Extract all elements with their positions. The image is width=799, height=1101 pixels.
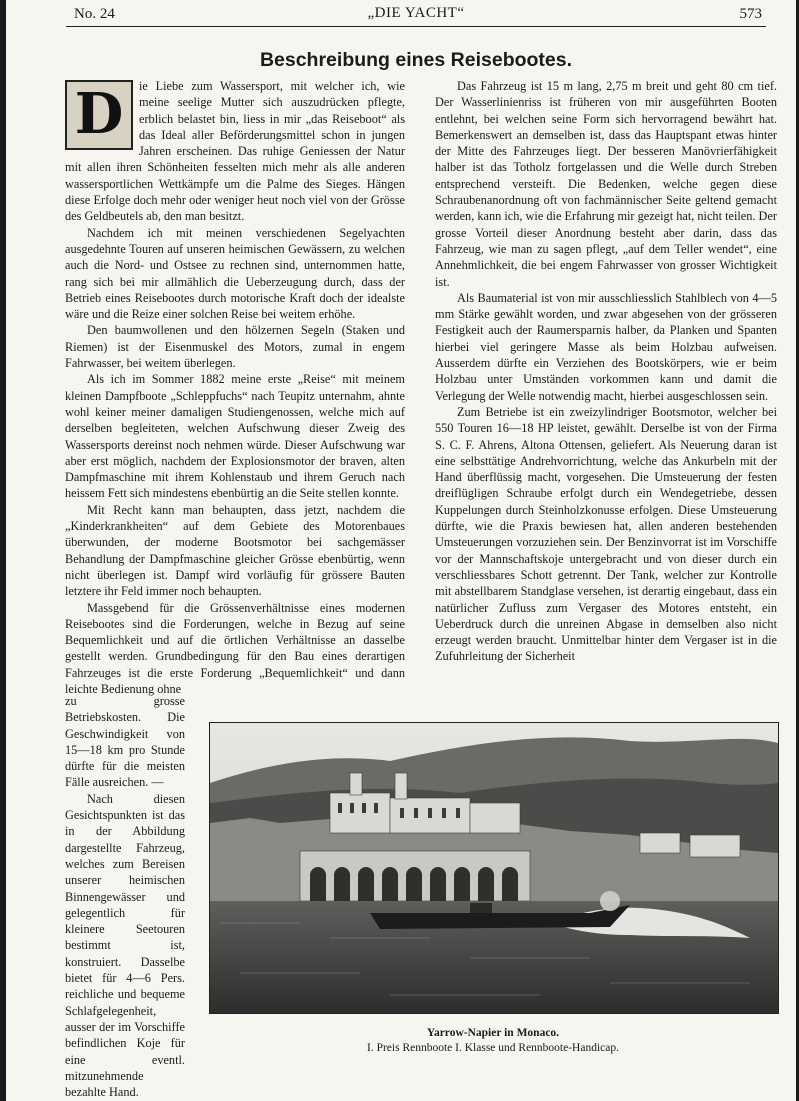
paragraph: Zum Betriebe ist ein zweizylindriger Bootsmotor, welcher bei 550 Touren 16—18 HP leistet, gewählt. Derselbe ist von der Firma S. C. F. Ahrens, Altona Ottensen, geliefert. Als Neuerung daran ist eine selbsttätige Andrehvorrichtung, welche das Ankurbeln mit der Hand überflüssig macht, vorgesehen. Die Umsteuerung der festen dreiflügligen Schraube erfolgt durch ein Wendegetriebe, dessen Kuppelungen durch Steinholzkonusse erfolgen. Diese Umsteuerung dürfte, wie die Praxis bewiesen hat, allen anderen bestehenden Umsteuerungen vorzuziehen sein. Der Benzinvorrat ist im Vorschiffe vor der Mannschaftskoje untergebracht und von dieser durch ein verschliessbares Schott getrennt. Der Tank, welcher zur Kontrolle mit abstellbarem Standglase versehen, ist derartig eingebaut, dass ein natürlicher Zufluss zum Vergaser des Motores entsteht, ein Ueberdruck durch die unreinen Abgase in demselben also nicht erzeugt werden braucht. Unmittelbar hinter dem Vergaser ist in die Zufuhrleitung der Sicherheit	[435, 404, 777, 664]
left-column	[65, 78, 405, 697]
paragraph: Das Fahrzeug ist 15 m lang, 2,75 m breit und geht 80 cm tief. Der Wasserlinienriss ist früheren von mir ausgeführten Booten entlehnt, bei welchen seine Form sich hervorragend bewährt hat. Bemerkenswert an demselben ist, dass das Hauptspant etwas hinter der Mitte des Fahrzeuges liegt. Der besseren Manövrierfähigkeit halber ist das Totholz fortgelassen und die Welle durch Streben entsprechend versteift. Die Bedenken, welche gegen diese Schraubenanordnung oft von fachmännischer Seite geltend gemacht werden, kann ich, wie die Erfahrung mir gezeigt hat, nicht teilen. Der grosse Vorteil dieser Anordnung besteht aber darin, dass das Fahrzeug, wie man zu sagen pflegt, „auf dem Teller wendet“, eine Annehmlichkeit, die bei engem Fahrwasser von grosser Wichtigkeit ist.	[435, 79, 777, 289]
right-column	[435, 78, 777, 665]
magazine-page	[6, 0, 796, 1101]
paragraph: D ie Liebe zum Wassersport, mit welcher ich, wie meine seelige Mutter sich auszudrücken pflegte, erblich belastet bin, liess in mir „das Reiseboot“ als das Ideal aller Beförderungsmittel schon in jungen Jahren erscheinen. Das ruhige Geniessen der Natur mit allen ihren Schönheiten fesselten mich mehr als alle anderen wassersportlichen Wettkämpfe um die Palme des Sieges. Hängen diese Erfolge doch mehr oder weniger heut noch viel von der Grösse des Geldbeutels ab, den man besitzt.	[65, 79, 405, 224]
article-title: Beschreibung eines Reisebootes.	[259, 49, 573, 71]
paragraph: Massgebend für die Grössenverhältnisse eines modernen Reisebootes sind die Forderungen, welche in Bezug auf seine Bequemlichkeit und auf die örtlichen Verhältnisse an dasselbe gestellt werden. Grundbedingung für den Bau eines derartigen Fahrzeuges ist die erste Forderung „Bequemlichkeit“ und dann leichte Bedienung ohne	[65, 600, 405, 696]
page-number: 573	[739, 6, 762, 22]
paragraph: Den baumwollenen und den hölzernen Segeln (Staken und Riemen) ist der Eisenmuskel des Motors, zumal in engem Fahrwasser, bei weitem überlegen.	[65, 323, 405, 371]
magazine-name: „DIE YACHT“	[367, 5, 465, 21]
paragraph: Nach diesen Gesichtspunkten ist das in der Abbildung dargestellte Fahrzeug, welches zum Bereisen unserer heimischen Binnengewässer und gelegentlich für kleinere Seetouren bestimmt ist, konstruiert. Dasselbe bietet für 4—6 Pers. reichliche und bequeme Schlafgelegenheit, ausser der im Vorschiffe befindlichen Koje für eine eventl. mitzunehmende bezahlte Hand.	[65, 791, 185, 1100]
paragraph: Nachdem ich mit meinen verschiedenen Segelyachten ausgedehnte Touren auf unseren heimischen Gewässern, zu welchen auch die Nord- und Ostsee zu rechnen sind, unternommen hatte, rang sich bei mir allmählich die Ueberzeugung durch, dass der Betrieb eines Reisebootes durch motorische Kraft doch der idealste wäre und die Reize einer solchen Reise bei weitem erhöhe.	[65, 225, 405, 322]
issue-number: No. 24	[74, 6, 115, 22]
figure-caption-text: I. Preis Rennboote I. Klasse und Rennboote-Handicap.	[367, 1042, 619, 1054]
figure-caption-title: Yarrow-Napier in Monaco.	[426, 1027, 560, 1039]
narrow-column	[65, 693, 185, 1100]
ornamental-initial-icon: D	[65, 80, 133, 150]
paragraph: Als ich im Sommer 1882 meine erste „Reise“ mit meinem kleinen Dampfboote „Schleppfuchs“ nach Teupitz unternahm, ahnte wohl keiner meiner damaligen Studiengenossen, welche mich auf derselben begleiteten, welchen Aufschwung dieser Zweig des Wassersports dereinst noch nehmen würde. Dieser Aufschwung war aber erst möglich, nachdem der Explosionsmotor der braven, alten Dampfmaschine mit ihrem Kohlenstaub und ihrem Geruch nach heissem Fett sich mindestens ebenbürtig an die Seite stellen konnte.	[65, 372, 405, 501]
paragraph: zu grosse Betriebskosten. Die Geschwindigkeit von 15—18 km pro Stunde dürfte für die meisten Fälle ausreichen. —	[65, 694, 185, 790]
paragraph: Als Baumaterial ist von mir ausschliesslich Stahlblech von 4—5 mm Stärke gewählt worden, und zwar abgesehen von der grösseren Festigkeit auch der Raumersparnis halber, da Planken und Spanten hierbei viel geringere Masse als beim Holzbau aufweisen. Ausserdem dürfte ein Verziehen des Bootskörpers, wie er beim Holzbau unter Umständen vorkommen kann und damit die Verlegung der Welle notwendig macht, hierbei ausgeschlossen sein.	[435, 290, 777, 403]
page-header	[66, 4, 766, 27]
paragraph: Mit Recht kann man behaupten, dass jetzt, nachdem die „Kinderkrankheiten“ auf dem Gebiete des Motorenbaues überwunden, der moderne Bootsmotor bei sachgemässer Behandlung der Dampfmaschine gleicher Grösse ebenbürtig, wenn nicht überlegen ist. Dampf wird vorläufig für grössere Bauten letztere ihr Feld immer noch behaupten.	[65, 502, 405, 599]
monaco-harbour-photo	[209, 722, 779, 1014]
